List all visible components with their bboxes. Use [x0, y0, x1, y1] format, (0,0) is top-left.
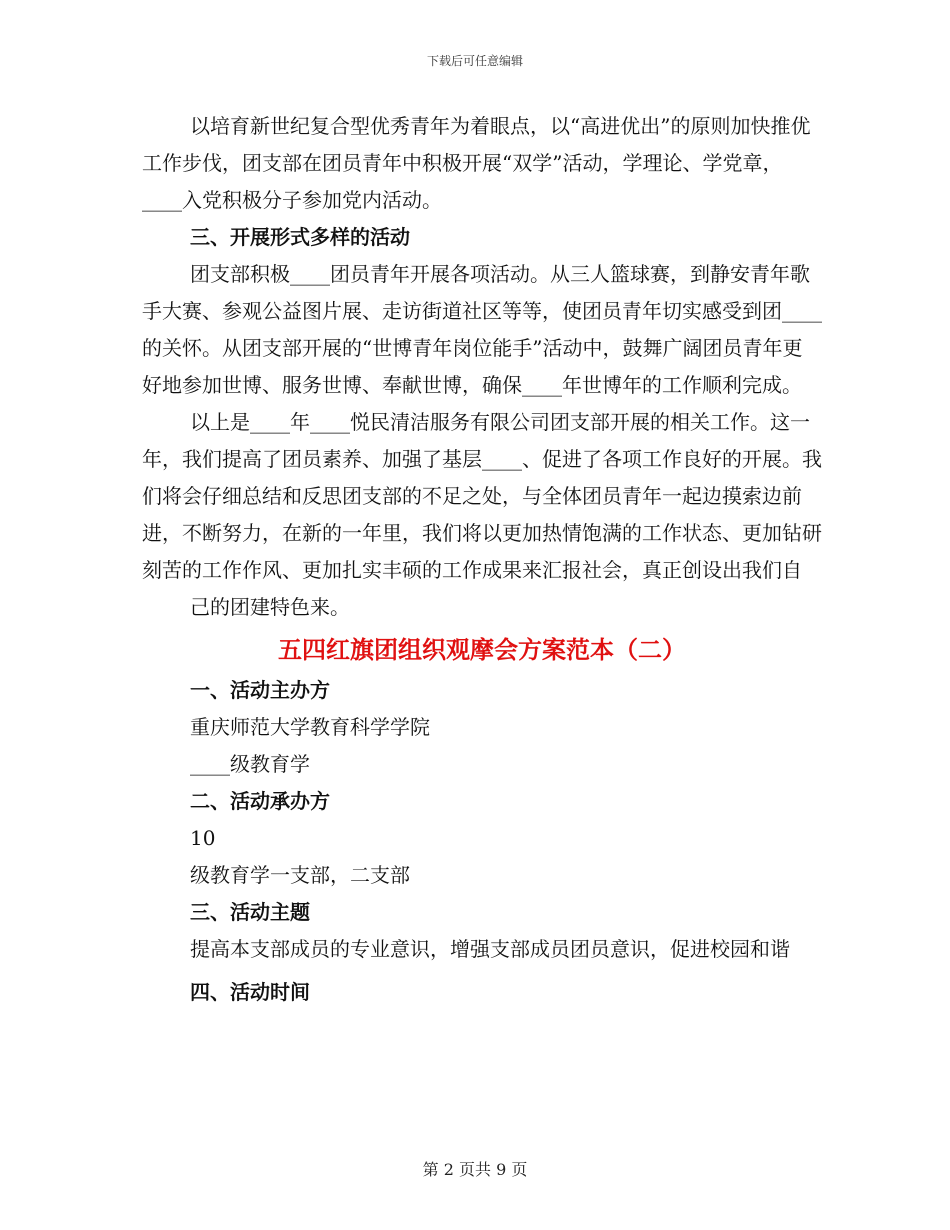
page-footer: 第 2 页共 9 页 [422, 1160, 528, 1179]
document-body [142, 108, 822, 1011]
paragraph-summary: 以上是____年____悦民清洁服务有限公司团支部开展的相关工作。这一年，我们提高了团员素养、加强了基层____、促进了各项工作良好的开展。我们将会仔细总结和反思团支部的不足之处，与全体团员青年一起边摸索边前进，不断努力，在新的一年里，我们将以更加热情饱满的工作状态、更加钻研刻苦的工作作风、更加扎实丰硕的工作成果来汇报社会，真正创设出我们自 [142, 410, 822, 582]
heading-time: 四、活动时间 [190, 980, 310, 1004]
heading-diverse-activities: 三、开展形式多样的活动 [190, 225, 410, 249]
paragraph-pushing-excellence: 以培育新世纪复合型优秀青年为着眼点，以“高进优出”的原则加快推优工作步伐，团支部在团员青年中积极开展“双学”活动，学理论、学党章，____入党积极分子参加党内活动。 [142, 114, 811, 212]
organizer-line-2: ____级教育学 [190, 752, 310, 776]
heading-host: 二、活动承办方 [190, 789, 330, 813]
host-line-2: 级教育学一支部，二支部 [190, 863, 410, 887]
organizer-line-1: 重庆师范大学教育科学学院 [190, 715, 430, 739]
theme-text: 提高本支部成员的专业意识，增强支部成员团员意识，促进校园和谐 [190, 937, 790, 961]
page-header: 下载后可任意编辑 [426, 54, 523, 68]
paragraph-summary-end: 己的团建特色来。 [190, 595, 350, 619]
paragraph-activities: 团支部积极____团员青年开展各项活动。从三人篮球赛，到静安青年歌手大赛、参观公益图片展、走访街道社区等等，使团员青年切实感受到团____的关怀。从团支部开展的“世博青年岗位能手”活动中，鼓舞广阔团员青年更好地参加世博、服务世博、奉献世博，确保____年世博年的工作顺利完成。 [142, 262, 822, 397]
host-line-1: 10 [190, 826, 216, 850]
heading-organizer: 一、活动主办方 [190, 678, 330, 702]
document-title: 五四红旗团组织观摩会方案范本（二） [278, 635, 686, 664]
heading-theme: 三、活动主题 [190, 900, 310, 924]
